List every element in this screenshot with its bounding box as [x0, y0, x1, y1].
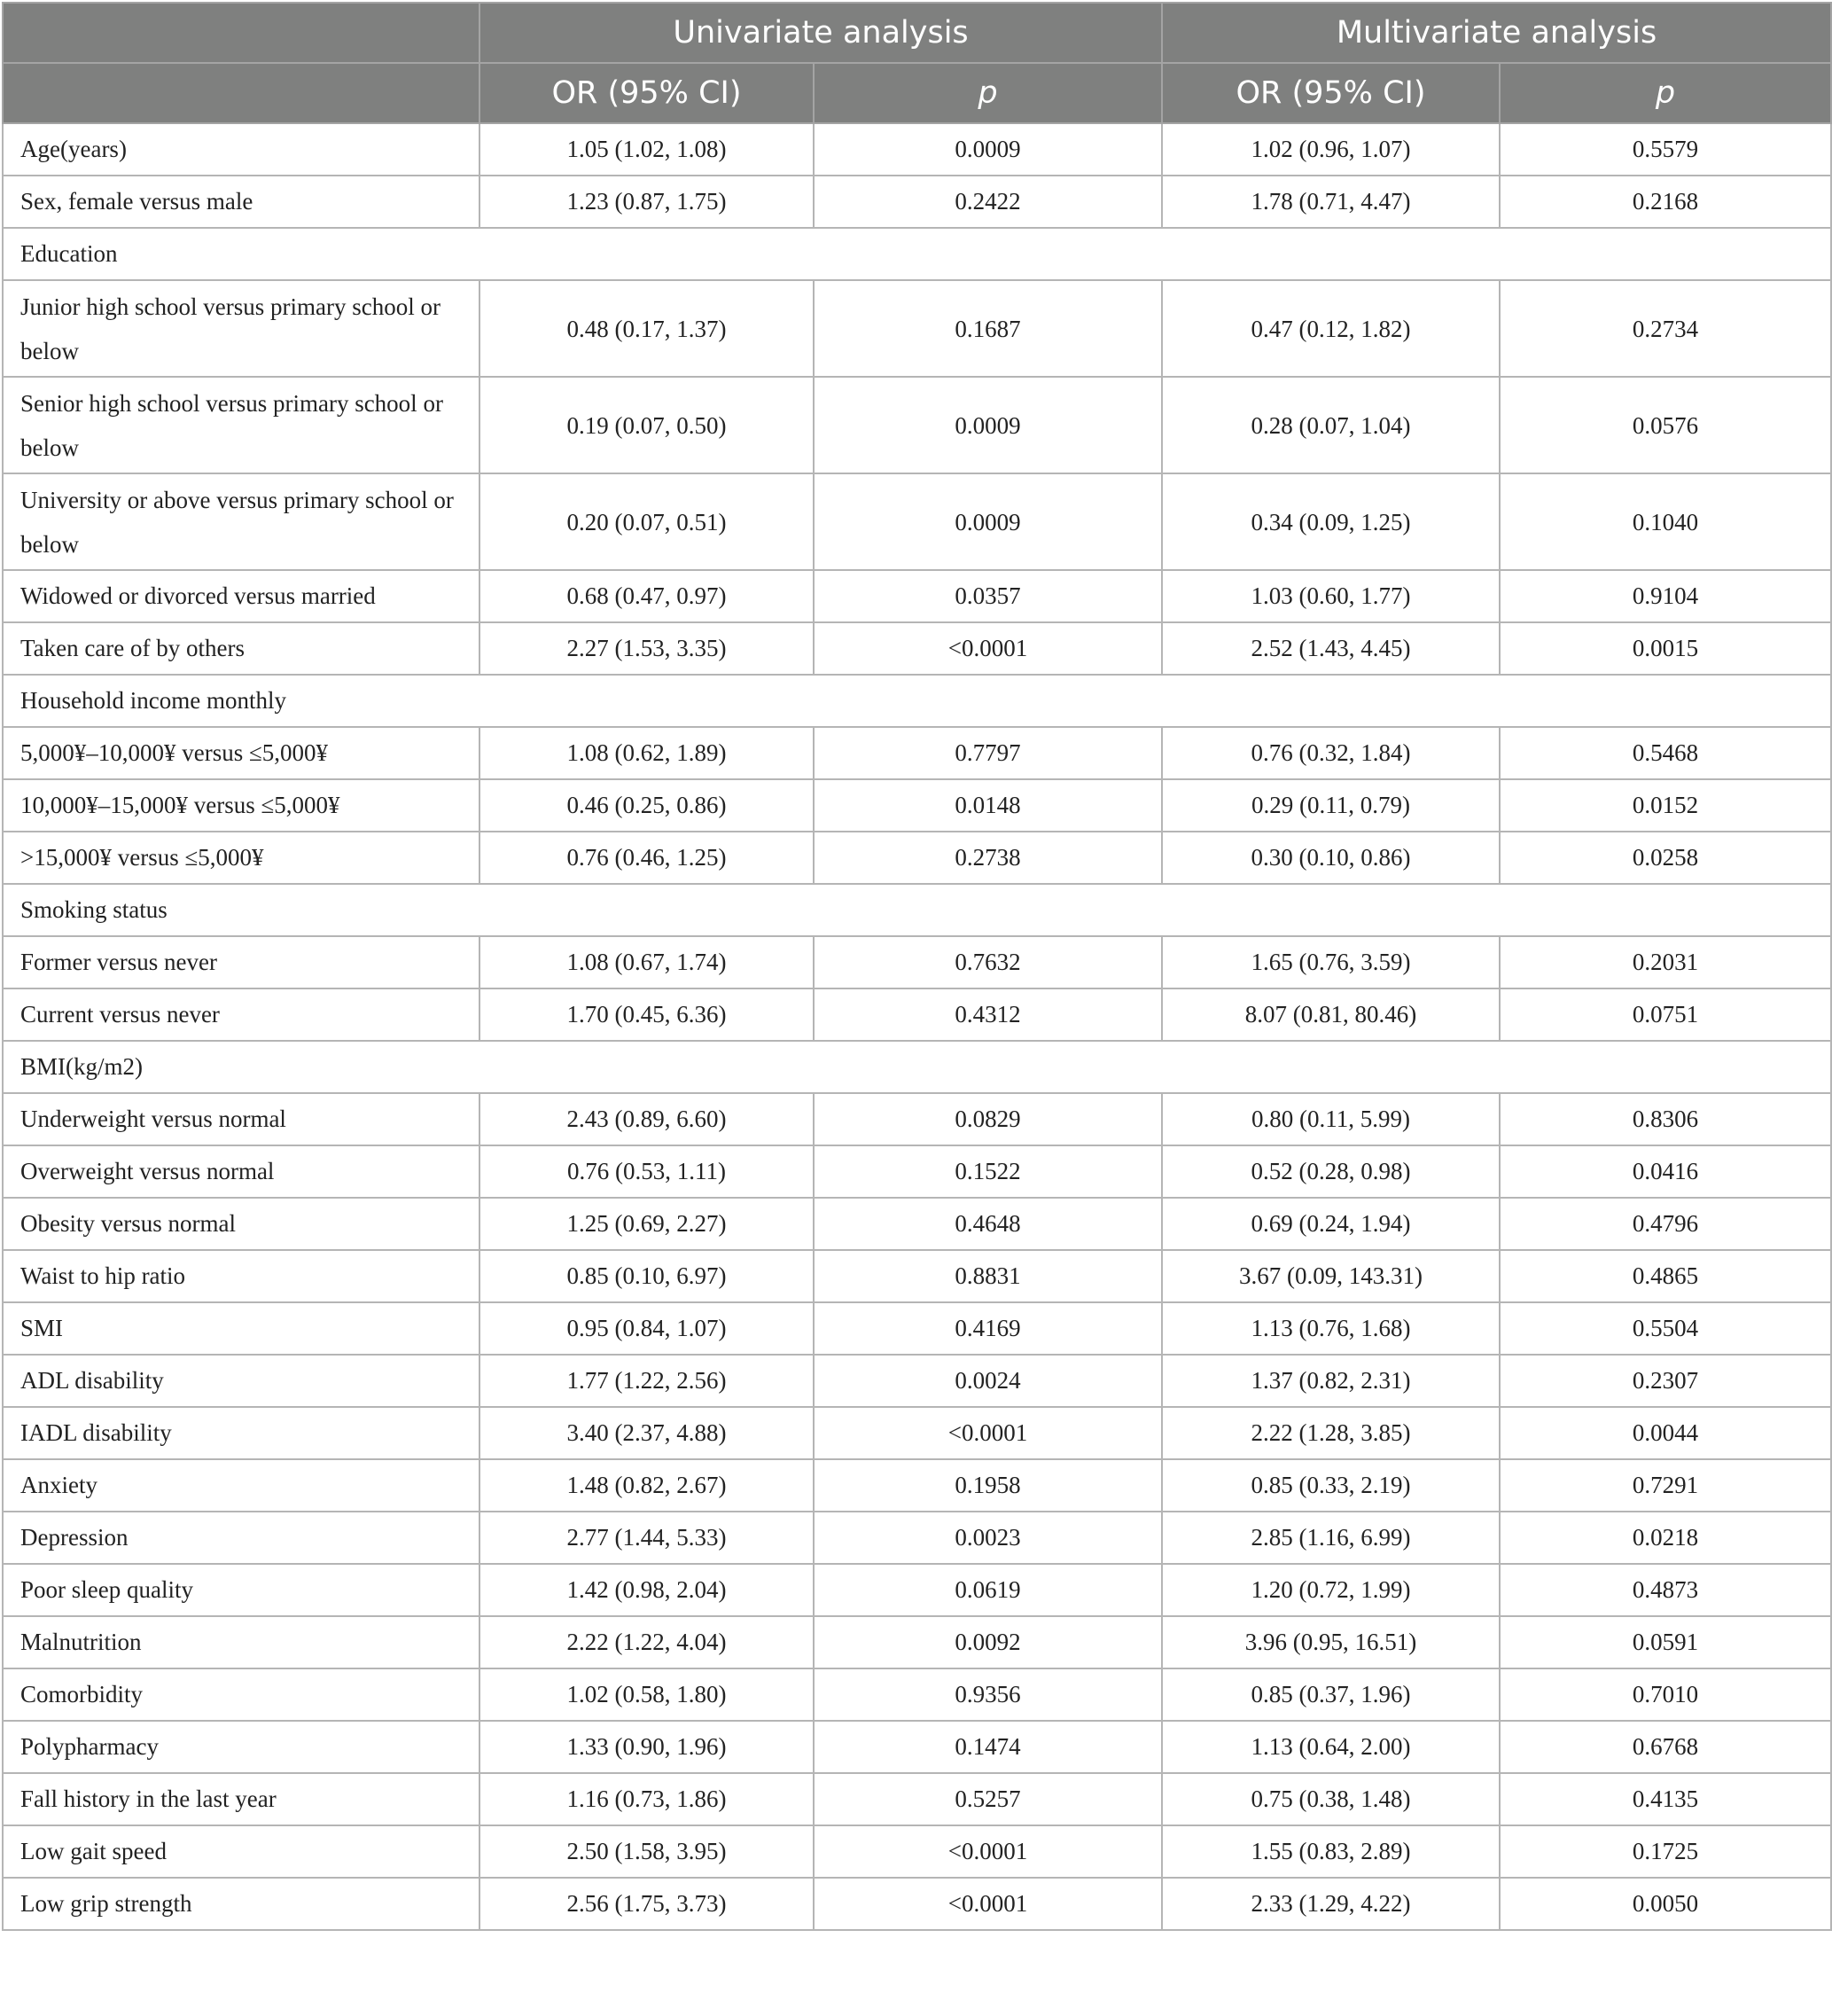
- multivariate-p-cell: 0.0576: [1500, 377, 1831, 473]
- variable-label: Widowed or divorced versus married: [3, 570, 479, 622]
- multivariate-p-cell: 0.4873: [1500, 1564, 1831, 1616]
- univariate-p-cell: 0.0619: [814, 1564, 1162, 1616]
- multivariate-p-cell: 0.8306: [1500, 1093, 1831, 1145]
- univariate-p-cell: 0.0009: [814, 377, 1162, 473]
- multivariate-p-cell: 0.0152: [1500, 779, 1831, 832]
- multivariate-or-cell: 0.85 (0.33, 2.19): [1162, 1459, 1500, 1512]
- multivariate-p-cell: 0.0258: [1500, 832, 1831, 884]
- header-empty-cell: [3, 63, 479, 123]
- univariate-or-cell: 0.76 (0.46, 1.25): [479, 832, 814, 884]
- table-row: [3, 1825, 1831, 1878]
- multivariate-p-cell: 0.7291: [1500, 1459, 1831, 1512]
- univariate-p-cell: 0.1522: [814, 1145, 1162, 1198]
- multivariate-or-cell: 3.96 (0.95, 16.51): [1162, 1616, 1500, 1668]
- univariate-p-cell: 0.2738: [814, 832, 1162, 884]
- table-row: [3, 832, 1831, 884]
- univariate-or-cell: 1.05 (1.02, 1.08): [479, 123, 814, 176]
- univariate-or-cell: 1.48 (0.82, 2.67): [479, 1459, 814, 1512]
- multivariate-or-cell: 2.22 (1.28, 3.85): [1162, 1407, 1500, 1459]
- table-row: [3, 1198, 1831, 1250]
- univariate-p-cell: 0.0009: [814, 473, 1162, 570]
- variable-label: SMI: [3, 1302, 479, 1355]
- table-row: [3, 1093, 1831, 1145]
- univariate-or-cell: 2.77 (1.44, 5.33): [479, 1512, 814, 1564]
- multivariate-or-cell: 0.29 (0.11, 0.79): [1162, 779, 1500, 832]
- univariate-or-cell: 2.43 (0.89, 6.60): [479, 1093, 814, 1145]
- univariate-p-cell: 0.5257: [814, 1773, 1162, 1825]
- variable-label: >15,000¥ versus ≤5,000¥: [3, 832, 479, 884]
- univariate-or-cell: 1.33 (0.90, 1.96): [479, 1721, 814, 1773]
- multivariate-p-cell: 0.0416: [1500, 1145, 1831, 1198]
- variable-label: Sex, female versus male: [3, 176, 479, 228]
- table-row: [3, 280, 1831, 377]
- variable-label: Obesity versus normal: [3, 1198, 479, 1250]
- multivariate-p-cell: 0.1040: [1500, 473, 1831, 570]
- univariate-p-cell: 0.4312: [814, 988, 1162, 1041]
- multivariate-or-cell: 1.13 (0.64, 2.00): [1162, 1721, 1500, 1773]
- table-row: [3, 1668, 1831, 1721]
- multivariate-p-cell: 0.4796: [1500, 1198, 1831, 1250]
- univariate-p-cell: 0.1687: [814, 280, 1162, 377]
- variable-label: Age(years): [3, 123, 479, 176]
- univariate-or-cell: 0.95 (0.84, 1.07): [479, 1302, 814, 1355]
- multivariate-or-cell: 0.34 (0.09, 1.25): [1162, 473, 1500, 570]
- table-row: [3, 473, 1831, 570]
- multivariate-or-cell: 2.52 (1.43, 4.45): [1162, 622, 1500, 675]
- univariate-p-cell: 0.1474: [814, 1721, 1162, 1773]
- multivariate-or-cell: 1.78 (0.71, 4.47): [1162, 176, 1500, 228]
- univariate-or-cell: 1.08 (0.67, 1.74): [479, 936, 814, 988]
- variable-label: Malnutrition: [3, 1616, 479, 1668]
- univariate-or-cell: 0.20 (0.07, 0.51): [479, 473, 814, 570]
- multivariate-p-cell: 0.7010: [1500, 1668, 1831, 1721]
- univariate-or-cell: 2.56 (1.75, 3.73): [479, 1878, 814, 1930]
- univariate-or-cell: 1.70 (0.45, 6.36): [479, 988, 814, 1041]
- univariate-or-cell: 0.68 (0.47, 0.97): [479, 570, 814, 622]
- header-multivariate: Multivariate analysis: [1162, 3, 1831, 63]
- variable-label: IADL disability: [3, 1407, 479, 1459]
- multivariate-or-cell: 1.20 (0.72, 1.99): [1162, 1564, 1500, 1616]
- multivariate-or-cell: 2.33 (1.29, 4.22): [1162, 1878, 1500, 1930]
- multivariate-or-cell: 0.69 (0.24, 1.94): [1162, 1198, 1500, 1250]
- table-row: [3, 1721, 1831, 1773]
- multivariate-or-cell: 0.80 (0.11, 5.99): [1162, 1093, 1500, 1145]
- header-multivariate-or: OR (95% CI): [1162, 63, 1500, 123]
- univariate-or-cell: 3.40 (2.37, 4.88): [479, 1407, 814, 1459]
- multivariate-p-cell: 0.4135: [1500, 1773, 1831, 1825]
- multivariate-p-cell: 0.0044: [1500, 1407, 1831, 1459]
- multivariate-p-cell: 0.6768: [1500, 1721, 1831, 1773]
- section-row: [3, 1041, 1831, 1093]
- multivariate-or-cell: 8.07 (0.81, 80.46): [1162, 988, 1500, 1041]
- univariate-p-cell: 0.0357: [814, 570, 1162, 622]
- table-row: [3, 1250, 1831, 1302]
- multivariate-or-cell: 0.52 (0.28, 0.98): [1162, 1145, 1500, 1198]
- univariate-or-cell: 2.27 (1.53, 3.35): [479, 622, 814, 675]
- multivariate-or-cell: 0.47 (0.12, 1.82): [1162, 280, 1500, 377]
- univariate-p-cell: <0.0001: [814, 622, 1162, 675]
- univariate-p-cell: <0.0001: [814, 1878, 1162, 1930]
- table-row: [3, 1145, 1831, 1198]
- univariate-p-cell: 0.2422: [814, 176, 1162, 228]
- univariate-or-cell: 1.23 (0.87, 1.75): [479, 176, 814, 228]
- univariate-or-cell: 0.19 (0.07, 0.50): [479, 377, 814, 473]
- univariate-or-cell: 1.02 (0.58, 1.80): [479, 1668, 814, 1721]
- section-label: Education: [3, 228, 1831, 280]
- table-row: [3, 988, 1831, 1041]
- univariate-or-cell: 0.48 (0.17, 1.37): [479, 280, 814, 377]
- table-header: [3, 3, 1831, 123]
- univariate-p-cell: 0.0023: [814, 1512, 1162, 1564]
- univariate-p-cell: 0.7797: [814, 727, 1162, 779]
- section-row: [3, 884, 1831, 936]
- multivariate-p-cell: 0.5579: [1500, 123, 1831, 176]
- variable-label: 10,000¥–15,000¥ versus ≤5,000¥: [3, 779, 479, 832]
- table-row: [3, 727, 1831, 779]
- section-label: Smoking status: [3, 884, 1831, 936]
- multivariate-or-cell: 1.55 (0.83, 2.89): [1162, 1825, 1500, 1878]
- variable-label: Overweight versus normal: [3, 1145, 479, 1198]
- univariate-or-cell: 1.16 (0.73, 1.86): [479, 1773, 814, 1825]
- table-row: [3, 123, 1831, 176]
- header-univariate-p: p: [814, 63, 1162, 123]
- variable-label: Depression: [3, 1512, 479, 1564]
- variable-label: Former versus never: [3, 936, 479, 988]
- table-row: [3, 1355, 1831, 1407]
- multivariate-p-cell: 0.4865: [1500, 1250, 1831, 1302]
- multivariate-p-cell: 0.0015: [1500, 622, 1831, 675]
- univariate-or-cell: 0.76 (0.53, 1.11): [479, 1145, 814, 1198]
- multivariate-p-cell: 0.5504: [1500, 1302, 1831, 1355]
- section-label: Household income monthly: [3, 675, 1831, 727]
- multivariate-p-cell: 0.2734: [1500, 280, 1831, 377]
- header-group-row: [3, 3, 1831, 63]
- multivariate-or-cell: 1.13 (0.76, 1.68): [1162, 1302, 1500, 1355]
- multivariate-p-cell: 0.5468: [1500, 727, 1831, 779]
- univariate-p-cell: 0.4169: [814, 1302, 1162, 1355]
- univariate-p-cell: <0.0001: [814, 1825, 1162, 1878]
- multivariate-p-cell: 0.0218: [1500, 1512, 1831, 1564]
- univariate-or-cell: 0.85 (0.10, 6.97): [479, 1250, 814, 1302]
- table-row: [3, 1773, 1831, 1825]
- section-label: BMI(kg/m2): [3, 1041, 1831, 1093]
- variable-label: Poor sleep quality: [3, 1564, 479, 1616]
- variable-label: Polypharmacy: [3, 1721, 479, 1773]
- variable-label: Low grip strength: [3, 1878, 479, 1930]
- table-row: [3, 1564, 1831, 1616]
- multivariate-or-cell: 0.28 (0.07, 1.04): [1162, 377, 1500, 473]
- univariate-or-cell: 2.22 (1.22, 4.04): [479, 1616, 814, 1668]
- univariate-p-cell: 0.7632: [814, 936, 1162, 988]
- variable-label: University or above versus primary school or below: [3, 473, 479, 570]
- multivariate-p-cell: 0.2168: [1500, 176, 1831, 228]
- univariate-p-cell: 0.0092: [814, 1616, 1162, 1668]
- variable-label: Senior high school versus primary school or below: [3, 377, 479, 473]
- table-row: [3, 570, 1831, 622]
- variable-label: Comorbidity: [3, 1668, 479, 1721]
- variable-label: Waist to hip ratio: [3, 1250, 479, 1302]
- header-subcolumn-row: [3, 63, 1831, 123]
- table-row: [3, 1512, 1831, 1564]
- multivariate-p-cell: 0.2307: [1500, 1355, 1831, 1407]
- table-row: [3, 1407, 1831, 1459]
- multivariate-or-cell: 0.85 (0.37, 1.96): [1162, 1668, 1500, 1721]
- univariate-p-cell: 0.0148: [814, 779, 1162, 832]
- section-row: [3, 228, 1831, 280]
- multivariate-or-cell: 3.67 (0.09, 143.31): [1162, 1250, 1500, 1302]
- variable-label: Low gait speed: [3, 1825, 479, 1878]
- univariate-or-cell: 1.08 (0.62, 1.89): [479, 727, 814, 779]
- variable-label: ADL disability: [3, 1355, 479, 1407]
- multivariate-or-cell: 0.30 (0.10, 0.86): [1162, 832, 1500, 884]
- univariate-p-cell: 0.1958: [814, 1459, 1162, 1512]
- header-univariate-or: OR (95% CI): [479, 63, 814, 123]
- variable-label: Junior high school versus primary school or below: [3, 280, 479, 377]
- table-row: [3, 377, 1831, 473]
- header-univariate: Univariate analysis: [479, 3, 1162, 63]
- univariate-p-cell: <0.0001: [814, 1407, 1162, 1459]
- univariate-p-cell: 0.0829: [814, 1093, 1162, 1145]
- multivariate-or-cell: 2.85 (1.16, 6.99): [1162, 1512, 1500, 1564]
- header-multivariate-p: p: [1500, 63, 1831, 123]
- univariate-p-cell: 0.9356: [814, 1668, 1162, 1721]
- multivariate-p-cell: 0.1725: [1500, 1825, 1831, 1878]
- variable-label: Underweight versus normal: [3, 1093, 479, 1145]
- table-body: [3, 123, 1831, 1930]
- multivariate-p-cell: 0.2031: [1500, 936, 1831, 988]
- univariate-or-cell: 2.50 (1.58, 3.95): [479, 1825, 814, 1878]
- multivariate-or-cell: 1.65 (0.76, 3.59): [1162, 936, 1500, 988]
- multivariate-or-cell: 0.76 (0.32, 1.84): [1162, 727, 1500, 779]
- multivariate-p-cell: 0.0591: [1500, 1616, 1831, 1668]
- multivariate-or-cell: 1.02 (0.96, 1.07): [1162, 123, 1500, 176]
- table-row: [3, 779, 1831, 832]
- table-row: [3, 176, 1831, 228]
- multivariate-or-cell: 0.75 (0.38, 1.48): [1162, 1773, 1500, 1825]
- univariate-p-cell: 0.0024: [814, 1355, 1162, 1407]
- univariate-p-cell: 0.4648: [814, 1198, 1162, 1250]
- multivariate-p-cell: 0.9104: [1500, 570, 1831, 622]
- variable-label: Anxiety: [3, 1459, 479, 1512]
- univariate-p-cell: 0.8831: [814, 1250, 1162, 1302]
- table-row: [3, 1878, 1831, 1930]
- table-row: [3, 1616, 1831, 1668]
- table-row: [3, 936, 1831, 988]
- multivariate-or-cell: 1.37 (0.82, 2.31): [1162, 1355, 1500, 1407]
- variable-label: Taken care of by others: [3, 622, 479, 675]
- multivariate-p-cell: 0.0050: [1500, 1878, 1831, 1930]
- univariate-or-cell: 0.46 (0.25, 0.86): [479, 779, 814, 832]
- variable-label: Current versus never: [3, 988, 479, 1041]
- multivariate-p-cell: 0.0751: [1500, 988, 1831, 1041]
- table-row: [3, 622, 1831, 675]
- header-empty-cell: [3, 3, 479, 63]
- univariate-p-cell: 0.0009: [814, 123, 1162, 176]
- univariate-or-cell: 1.77 (1.22, 2.56): [479, 1355, 814, 1407]
- variable-label: 5,000¥–10,000¥ versus ≤5,000¥: [3, 727, 479, 779]
- variable-label: Fall history in the last year: [3, 1773, 479, 1825]
- section-row: [3, 675, 1831, 727]
- table-row: [3, 1459, 1831, 1512]
- table-row: [3, 1302, 1831, 1355]
- regression-table: [2, 2, 1832, 1931]
- univariate-or-cell: 1.25 (0.69, 2.27): [479, 1198, 814, 1250]
- multivariate-or-cell: 1.03 (0.60, 1.77): [1162, 570, 1500, 622]
- univariate-or-cell: 1.42 (0.98, 2.04): [479, 1564, 814, 1616]
